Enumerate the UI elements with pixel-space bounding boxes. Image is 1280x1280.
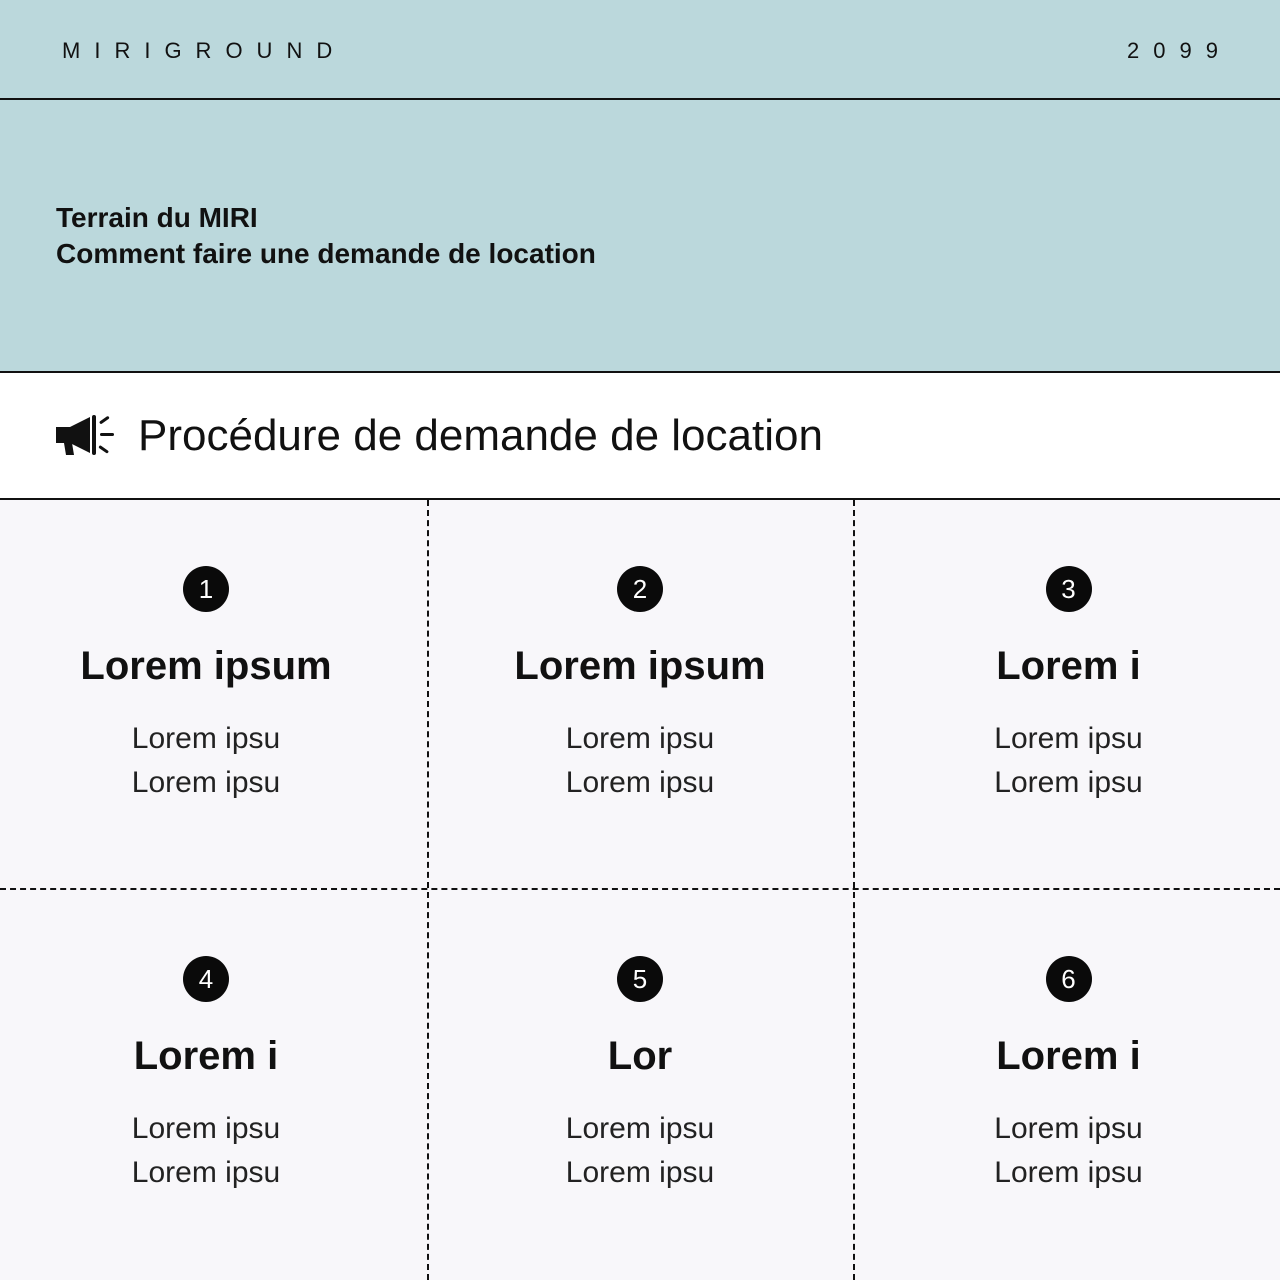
section-title: Procédure de demande de location <box>138 411 823 460</box>
step-title: Lorem ipsum <box>80 644 332 688</box>
step-number-badge: 3 <box>1046 566 1092 612</box>
step-text-line: Lorem ipsu <box>131 1112 281 1145</box>
step-title: Lorem ipsum <box>514 644 766 688</box>
step-title: Lorem i <box>996 644 1141 688</box>
step-number-badge: 4 <box>183 956 229 1002</box>
step-number-badge: 2 <box>617 566 663 612</box>
step-text-line: Lorem ipsu <box>565 1156 715 1189</box>
section-header <box>0 373 1280 500</box>
step-text-line: Lorem ipsu <box>994 1156 1143 1189</box>
step-text-line: Lorem ipsu <box>994 1112 1143 1145</box>
steps-grid <box>0 500 1280 1280</box>
step-number-badge: 1 <box>183 566 229 612</box>
step-card-3 <box>855 500 1280 890</box>
year-label: 2099 <box>1127 38 1232 63</box>
step-text-line: Lorem ipsu <box>565 766 715 799</box>
step-card-1 <box>0 500 412 890</box>
step-text-line: Lorem ipsu <box>131 766 281 799</box>
step-text-line: Lorem ipsu <box>565 722 715 755</box>
step-text-line: Lorem ipsu <box>565 1112 715 1145</box>
hero-title: Terrain du MIRI <box>56 202 258 233</box>
step-card-5 <box>429 890 851 1280</box>
step-title: Lor <box>607 1034 673 1078</box>
brand-name: MIRIGROUND <box>62 38 347 63</box>
step-number-badge: 5 <box>617 956 663 1002</box>
step-title: Lorem i <box>133 1034 279 1078</box>
step-text-line: Lorem ipsu <box>131 722 281 755</box>
step-card-6 <box>855 890 1280 1280</box>
step-number-badge: 6 <box>1046 956 1092 1002</box>
step-text-line: Lorem ipsu <box>131 1156 281 1189</box>
hero-subtitle: Comment faire une demande de location <box>56 238 596 269</box>
step-card-2 <box>429 500 851 890</box>
step-text-line: Lorem ipsu <box>994 766 1143 799</box>
step-card-4 <box>0 890 412 1280</box>
step-text-line: Lorem ipsu <box>994 722 1143 755</box>
megaphone-icon <box>54 413 118 459</box>
header-bar <box>0 0 1280 100</box>
step-title: Lorem i <box>996 1034 1141 1078</box>
hero-banner <box>0 100 1280 373</box>
